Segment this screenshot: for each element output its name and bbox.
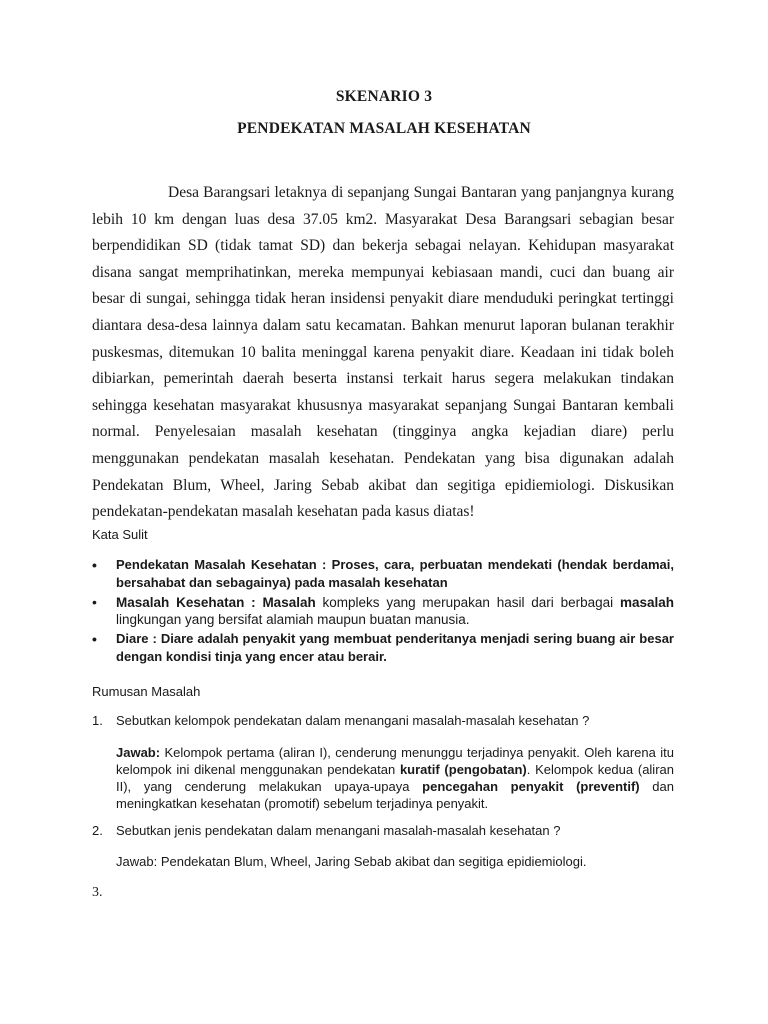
answer-body: Pendekatan Blum, Wheel, Jaring Sebab akibat dan segitiga epidiemiologi. [157, 854, 587, 869]
term-bold-word: masalah [619, 595, 674, 610]
answer-body: dan meningkatkan kesehatan (promotif) sebelum terjadinya penyakit. [116, 779, 674, 811]
kata-sulit-list [92, 556, 674, 668]
rumusan-masalah-heading: Rumusan Masalah [92, 684, 201, 699]
term-definition: lingkungan yang bersifat alamiah maupun buatan manusia. [116, 612, 470, 627]
list-item [92, 594, 674, 628]
document-subtitle: PENDEKATAN MASALAH KESEHATAN [237, 120, 531, 137]
answer-text [116, 744, 674, 812]
bullet-icon: • [92, 557, 97, 573]
answer-text [116, 853, 674, 870]
answer-label: Jawab: [116, 854, 158, 869]
question-list [92, 712, 674, 882]
term-definition: kompleks yang merupakan hasil dari berbagai [315, 595, 620, 610]
question-number: 3. [92, 885, 103, 900]
question-number: 2. [92, 823, 103, 838]
document-title: SKENARIO 3 [335, 88, 433, 105]
term-definition: Diare : Diare adalah penyakit yang membuat penderitanya menjadi sering buang air besar dengan kondisi tinja yang encer atau berair. [116, 631, 674, 664]
bullet-icon: • [92, 594, 97, 610]
list-item [92, 630, 674, 666]
answer-body: Kelompok pertama (aliran I), cenderung menunggu terjadinya penyakit. Oleh karena itu kelompok ini dikenal menggunakan pendekatan [116, 745, 674, 777]
question-text: Sebutkan jenis pendekatan dalam menangani masalah-masalah kesehatan ? [116, 823, 561, 838]
answer-label: Jawab: [116, 745, 161, 760]
term-bold-word: Masalah [262, 595, 316, 610]
term-definition: Pendekatan Masalah Kesehatan : Proses, cara, perbuatan mendekati (hendak berdamai, bersahabat dan sebagainya) pada masalah kesehatan [116, 557, 674, 590]
term-label: Masalah Kesehatan : [116, 595, 263, 610]
question-number: 1. [92, 713, 103, 728]
bullet-icon: • [92, 631, 97, 647]
scenario-paragraph: Desa Barangsari letaknya di sepanjang Sungai Bantaran yang panjangnya kurang lebih 10 km dengan luas desa 37.05 km2. Masyarakat Desa Barangsari sebagian besar berpendidikan SD (tidak tamat SD) dan bekerja sebagai nelayan. Kehidupan masyarakat disana sangat memprihatinkan, mereka mempunyai kebiasaan mandi, cuci dan buang air besar di sungai, sehingga tidak heran insidensi penyakit diare menduduki peringkat tertinggi diantara desa-desa lainnya dalam satu kecamatan. Bahkan menurut laporan bulanan terakhir puskesmas, ditemukan 10 balita meninggal karena penyakit diare. Keadaan ini tidak boleh dibiarkan, pemerintah daerah beserta instansi terkait harus segera melakukan tindakan sehingga kesehatan masyarakat khususnya masyarakat sepanjang Sungai Bantaran kembali normal. Penyelesaian masalah kesehatan (tingginya angka kejadian diare) perlu menggunakan pendekatan masalah kesehatan. Pendekatan yang bisa digunakan adalah Pendekatan Blum, Wheel, Jaring Sebab akibat dan segitiga epidiemiologi. Diskusikan pendekatan-pendekatan masalah kesehatan pada kasus diatas! [92, 184, 674, 521]
answer-bold-text: kuratif (pengobatan) [399, 762, 527, 777]
kata-sulit-heading: Kata Sulit [92, 527, 148, 542]
answer-body: . Kelompok kedua (aliran II), yang cenderung melakukan upaya-upaya [116, 762, 674, 794]
list-item [92, 556, 674, 592]
question-text: Sebutkan kelompok pendekatan dalam menangani masalah-masalah kesehatan ? [116, 713, 590, 728]
answer-bold-text: pencegahan penyakit (preventif) [422, 779, 640, 794]
